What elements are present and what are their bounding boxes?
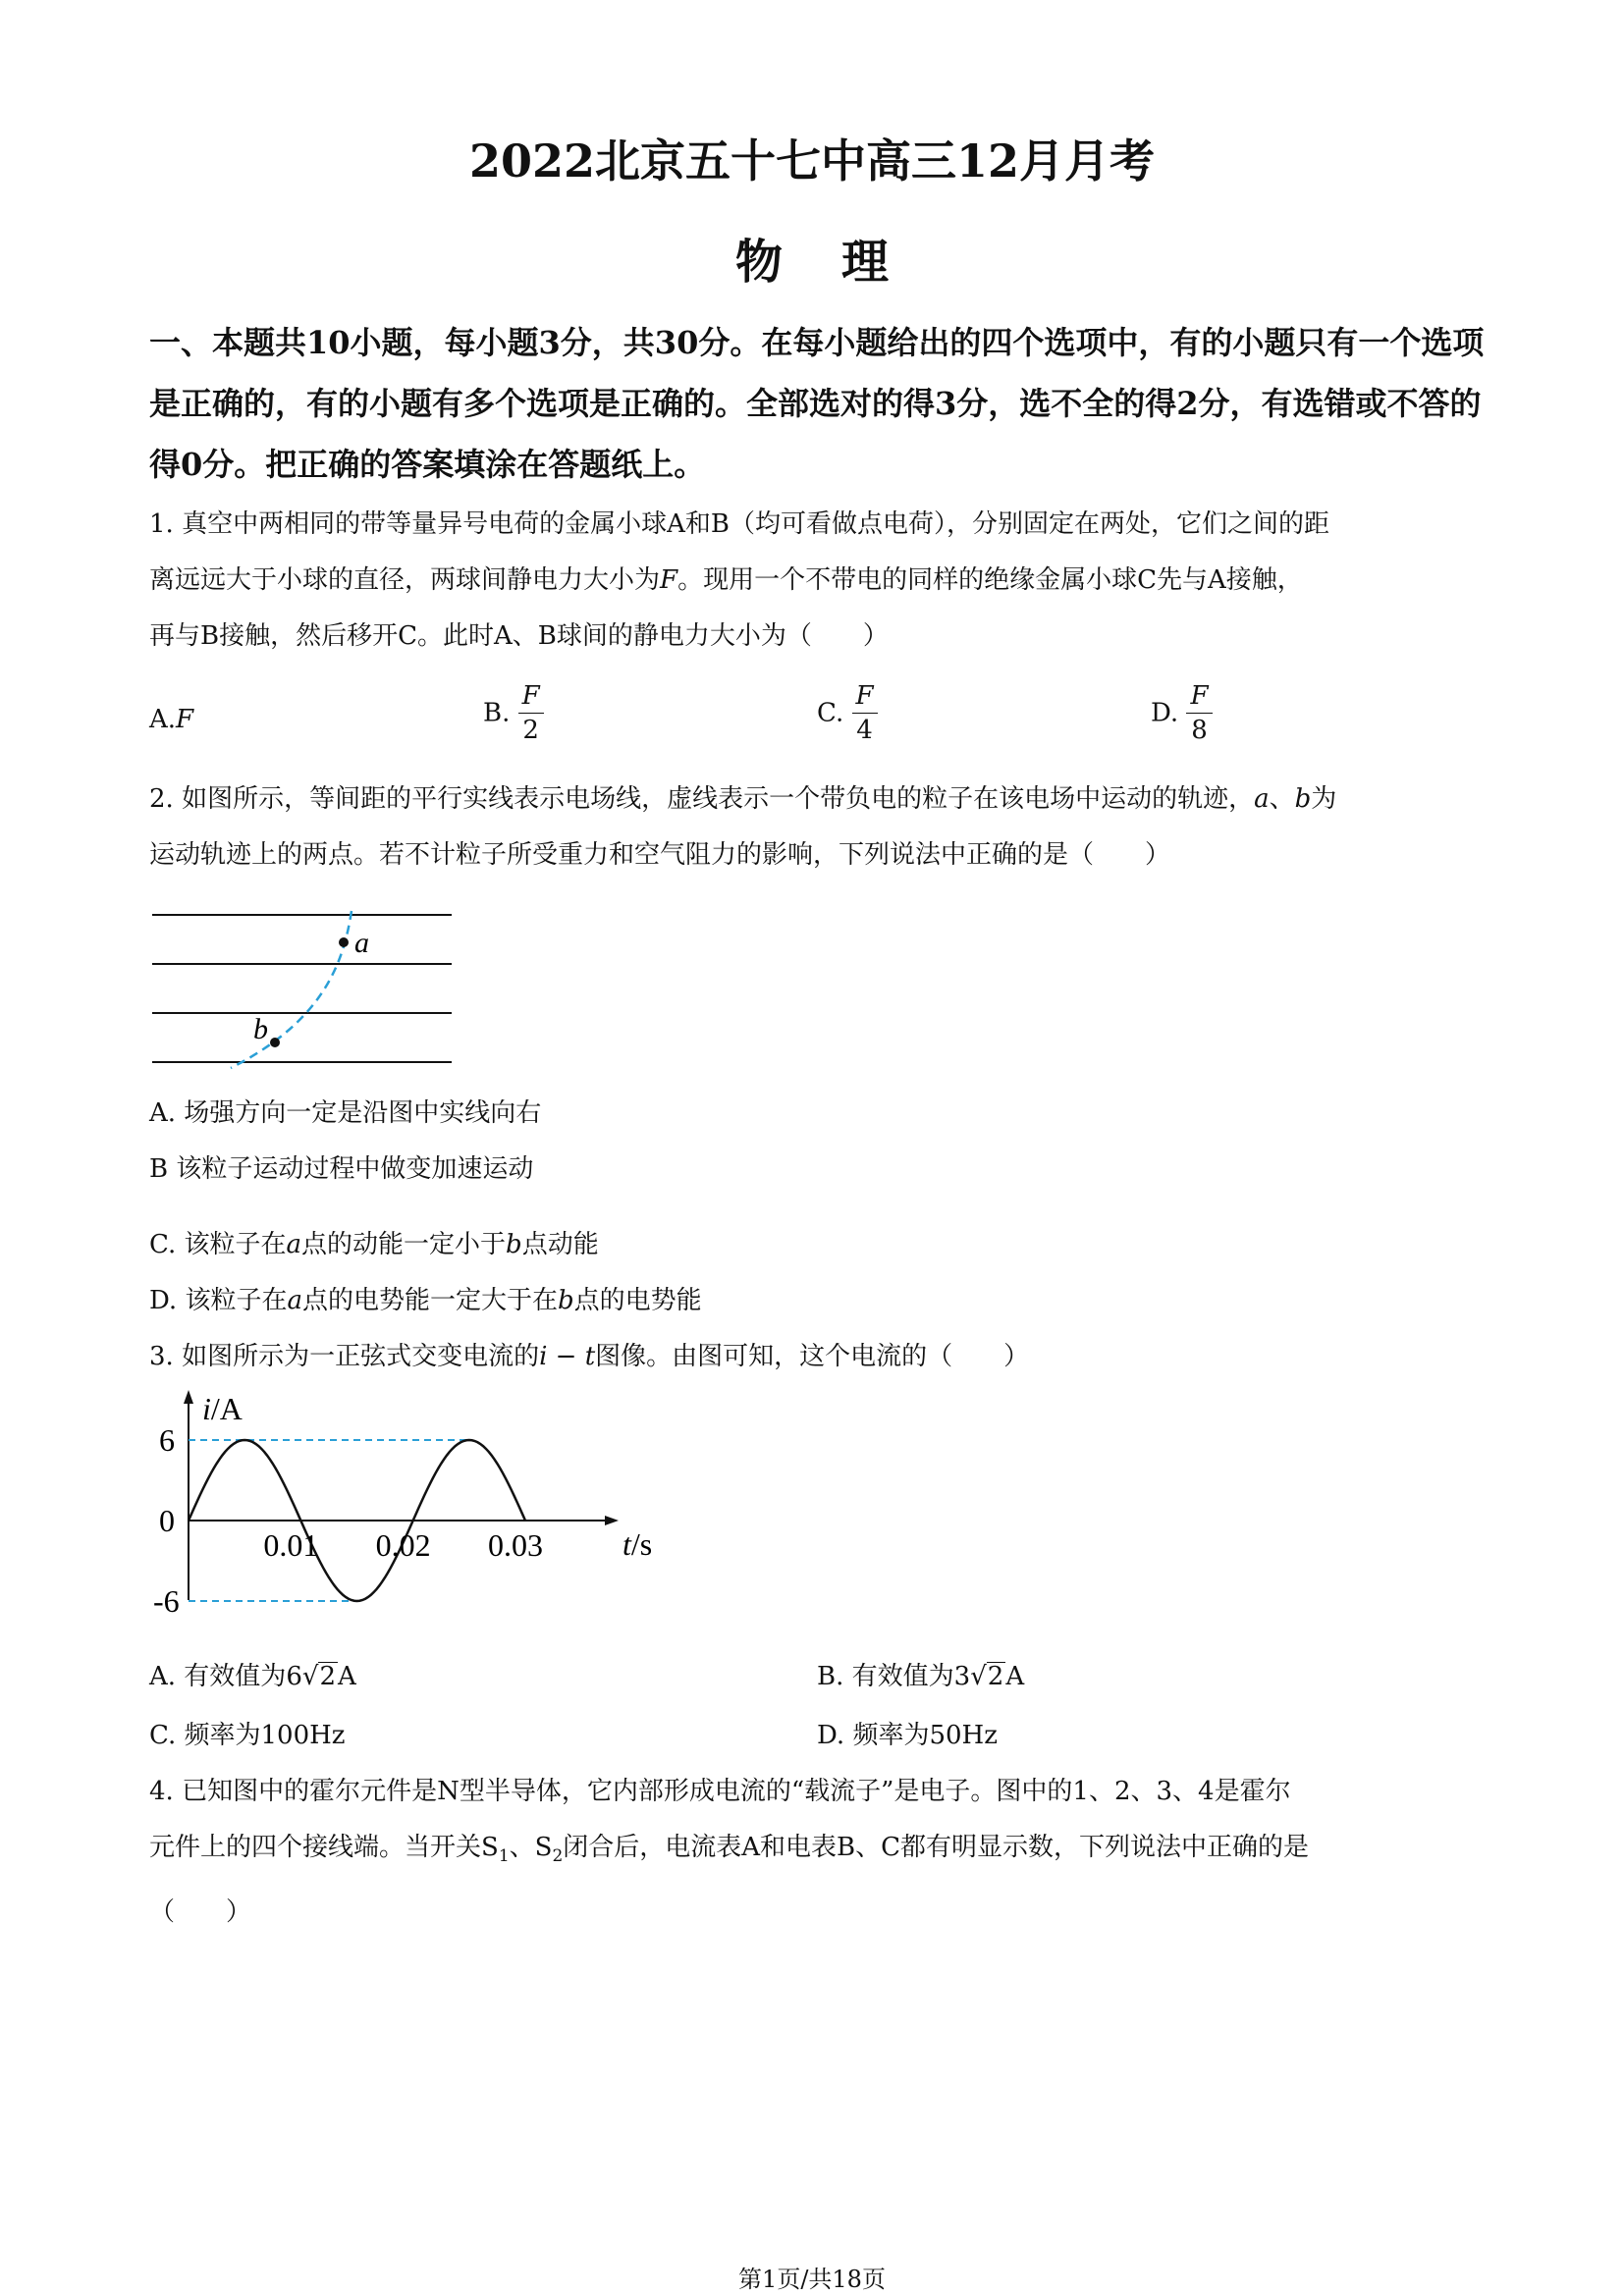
x-tick-label: 0.02 <box>375 1527 431 1563</box>
y-axis-arrow <box>184 1390 193 1404</box>
q2-option-b[interactable]: B 该粒子运动过程中做变加速运动 <box>149 1154 534 1184</box>
q2-option-a[interactable]: A. 场强方向一定是沿图中实线向右 <box>149 1098 542 1128</box>
q4-line1: 4. 已知图中的霍尔元件是N型半导体，它内部形成电流的“载流子”是电子。图中的1、2、3、4是霍尔 <box>149 1777 1291 1806</box>
y-tick-label: 6 <box>159 1422 175 1458</box>
section-instructions: 一、本题共10小题，每小题3分，共30分。在每小题给出的四个选项中，有的小题只有一个选项是正确的，有的小题有多个选项是正确的。全部选对的得3分，选不全的得2分，有选错或不答的得0分。把正确的答案填涂在答题纸上。 <box>149 324 1485 483</box>
x-tick-label: 0.03 <box>488 1527 543 1563</box>
q3-option-d[interactable]: D. 频率为50Hz <box>817 1721 998 1750</box>
q1-option-d[interactable]: D. $\frac{F}{8}$ <box>1151 679 1213 747</box>
q3-option-b[interactable]: B. 有效值为3√2A <box>817 1662 1025 1691</box>
x-axis-label: t/s <box>623 1526 653 1562</box>
y-axis-label: i/A <box>202 1391 243 1426</box>
x-tick-label: 0.01 <box>263 1527 319 1563</box>
q2-option-c[interactable]: C. 该粒子在a点的动能一定小于b点动能 <box>149 1230 599 1259</box>
q4-line2: 元件上的四个接线端。当开关$S_1$、$S_2$闭合后，电流表A和电表B、C都有明显示数，下列说法中正确的是 <box>149 1833 1310 1867</box>
y-tick-label: -6 <box>153 1583 180 1619</box>
q1-line1: 1. 真空中两相同的带等量异号电荷的金属小球A和B（均可看做点电荷），分别固定在两处，它们之间的距 <box>149 509 1329 539</box>
q2-option-d[interactable]: D. 该粒子在a点的电势能一定大于在b点的电势能 <box>149 1286 702 1315</box>
q4-line3: （ ） <box>149 1897 252 1928</box>
question-2 <box>149 772 1485 883</box>
q1-option-a[interactable]: A.F <box>149 705 194 734</box>
page-number: 第1页/共18页 <box>738 2266 886 2293</box>
current-time-chart <box>147 1386 677 1622</box>
subject-title: 物理 <box>734 235 947 290</box>
q1-option-c[interactable]: C. $\frac{F}{4}$ <box>817 679 878 747</box>
question-3: 3. 如图所示为一正弦式交变电流的i − t图像。由图可知，这个电流的（ ） <box>149 1342 1030 1371</box>
particle-trajectory <box>231 911 352 1068</box>
q2-line1: 2. 如图所示，等间距的平行实线表示电场线，虚线表示一个带负电的粒子在该电场中运动的轨迹，a、b为 <box>149 784 1337 814</box>
y-tick-label: 0 <box>159 1503 175 1538</box>
point-b <box>270 1038 280 1047</box>
label-a: a <box>354 927 369 959</box>
q2-line2: 运动轨迹上的两点。若不计粒子所受重力和空气阻力的影响，下列说法中正确的是（ ） <box>149 840 1171 870</box>
question-4 <box>149 1764 1485 1941</box>
q1-line2: 离远远大于小球的直径，两球间静电力大小为F。现用一个不带电的同样的绝缘金属小球C先与A接触， <box>149 565 1303 595</box>
x-axis-arrow <box>605 1516 619 1525</box>
q3-option-c[interactable]: C. 频率为100Hz <box>149 1721 346 1750</box>
fraction: $\frac{F}{8}$ <box>1186 679 1212 747</box>
electric-field-diagram <box>147 903 461 1070</box>
fraction: $\frac{F}{4}$ <box>852 679 878 747</box>
question-1 <box>149 497 1485 665</box>
exam-title: 2022北京五十七中高三12月月考 <box>468 134 1156 187</box>
q1-option-b[interactable]: B. $\frac{F}{2}$ <box>483 679 544 747</box>
q1-line3: 再与B接触，然后移开C。此时A、B球间的静电力大小为（ ） <box>149 621 889 651</box>
label-b: b <box>253 1013 268 1045</box>
point-a <box>339 937 349 947</box>
q3-option-a[interactable]: A. 有效值为6√2A <box>149 1662 356 1691</box>
fraction: $\frac{F}{2}$ <box>518 679 544 747</box>
